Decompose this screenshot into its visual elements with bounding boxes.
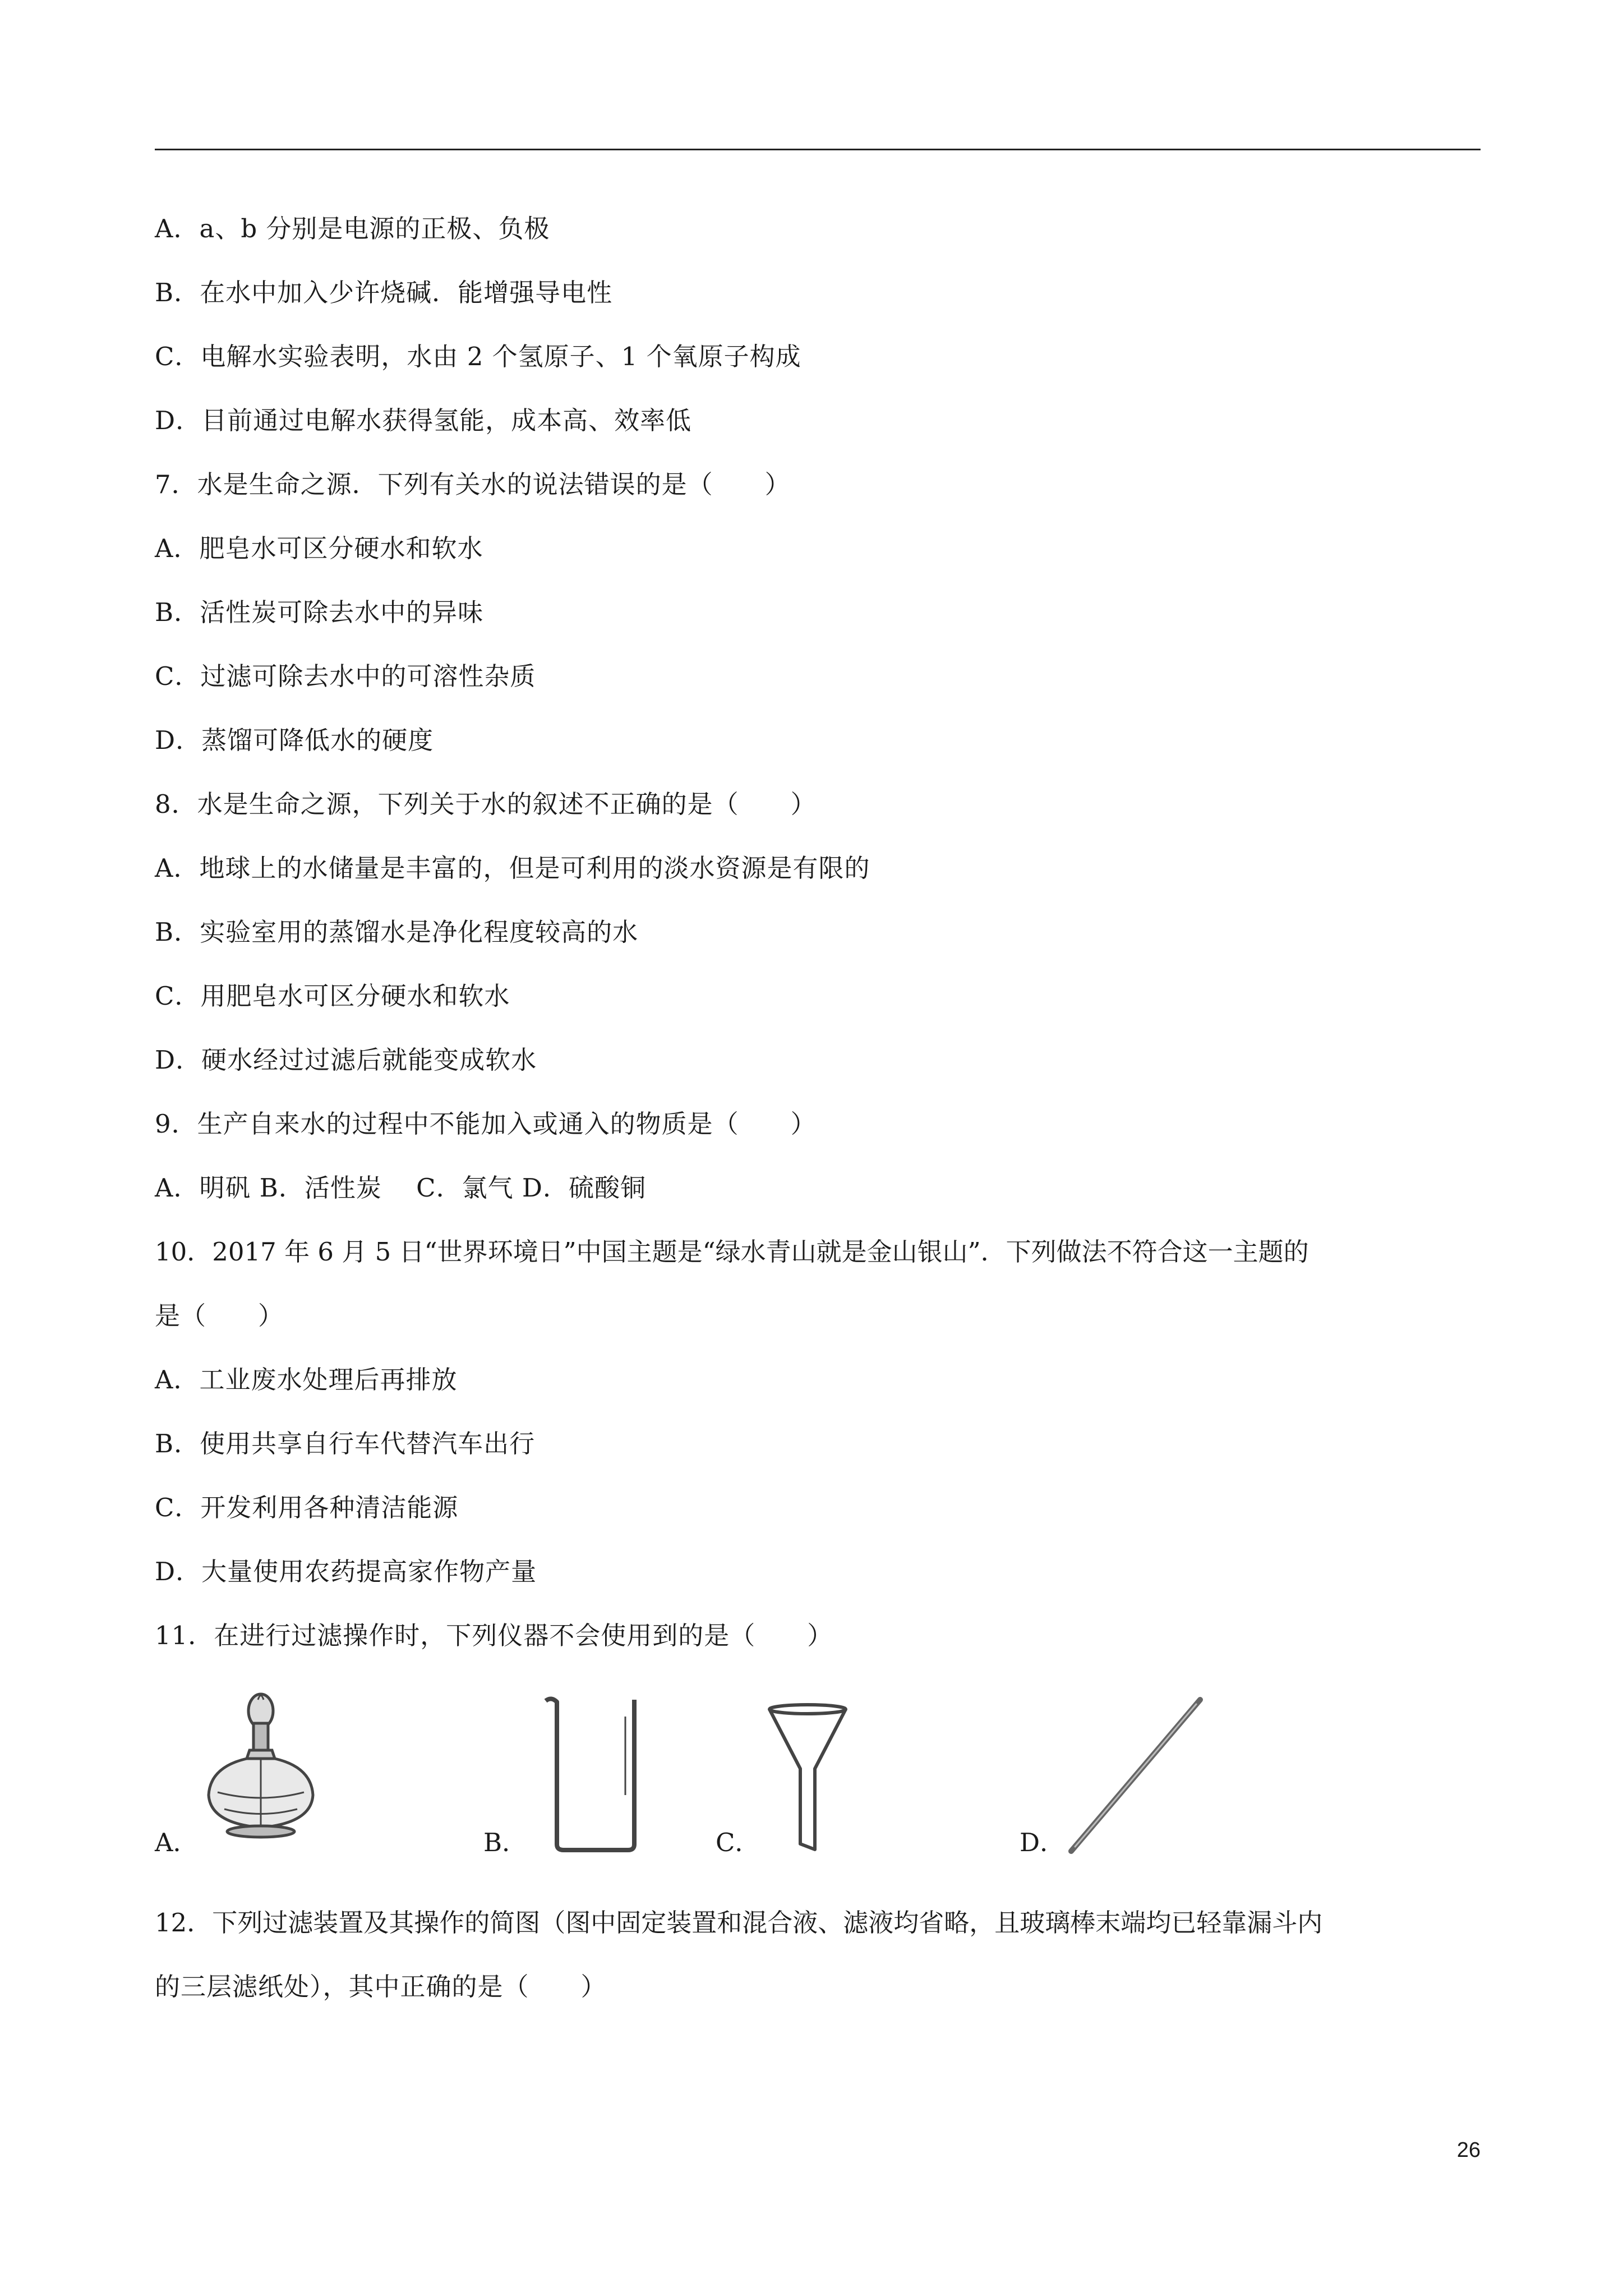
alcohol-lamp-icon [202, 1688, 320, 1843]
q11-option-a-label: A． [155, 1828, 199, 1857]
header-rule [155, 149, 1481, 150]
q6-option-a: A．a、b 分别是电源的正极、负极 [155, 214, 550, 243]
q12-stem-line2: 的三层滤纸处），其中正确的是（ ） [155, 1972, 607, 2001]
q7-stem: 7．水是生命之源．下列有关水的说法错误的是（ ） [155, 470, 791, 499]
q12-stem-line1: 12．下列过滤装置及其操作的简图（图中固定装置和混合液、滤液均省略，且玻璃棒末端均已轻靠漏斗内 [155, 1908, 1323, 1938]
q10-stem-line1: 10．2017 年 6 月 5 日“世界环境日”中国主题是“绿水青山就是金山银山”．下列做法不符合这一主题的 [155, 1237, 1309, 1267]
q9-options: A．明矾 B．活性炭 C．氯气 D．硫酸铜 [155, 1173, 646, 1203]
q8-option-c: C．用肥皂水可区分硬水和软水 [155, 981, 510, 1011]
q9-stem: 9．生产自来水的过程中不能加入或通入的物质是（ ） [155, 1109, 817, 1139]
q7-option-b: B．活性炭可除去水中的异味 [155, 597, 484, 627]
q6-option-d: D．目前通过电解水获得氢能，成本高、效率低 [155, 406, 692, 435]
q10-stem-line2: 是（ ） [155, 1301, 284, 1331]
q11-option-c-label: C． [716, 1828, 760, 1857]
q10-option-c: C．开发利用各种清洁能源 [155, 1493, 459, 1522]
q8-option-a: A．地球上的水储量是丰富的，但是可利用的淡水资源是有限的 [155, 853, 870, 883]
q10-option-d: D．大量使用农药提高家作物产量 [155, 1557, 537, 1586]
q10-option-a: A．工业废水处理后再排放 [155, 1365, 458, 1395]
q8-stem: 8．水是生命之源，下列关于水的叙述不正确的是（ ） [155, 789, 817, 819]
funnel-icon [766, 1703, 850, 1851]
beaker-icon [541, 1694, 648, 1854]
q11-option-d-label: D． [1020, 1828, 1066, 1857]
q7-option-a: A．肥皂水可区分硬水和软水 [155, 533, 483, 563]
q10-option-b: B．使用共享自行车代替汽车出行 [155, 1429, 536, 1458]
q8-option-d: D．硬水经过过滤后就能变成软水 [155, 1045, 537, 1075]
glass-rod-icon [1063, 1694, 1209, 1857]
q6-option-c: C．电解水实验表明，水由 2 个氢原子、1 个氧原子构成 [155, 342, 801, 371]
q11-option-b-label: B． [483, 1828, 528, 1857]
q7-option-d: D．蒸馏可降低水的硬度 [155, 725, 434, 755]
q6-option-b: B．在水中加入少许烧碱．能增强导电性 [155, 278, 613, 307]
page-number: 26 [1456, 2138, 1481, 2162]
q8-option-b: B．实验室用的蒸馏水是净化程度较高的水 [155, 917, 639, 947]
q7-option-c: C．过滤可除去水中的可溶性杂质 [155, 661, 536, 691]
q11-stem: 11．在进行过滤操作时，下列仪器不会使用到的是（ ） [155, 1621, 833, 1650]
